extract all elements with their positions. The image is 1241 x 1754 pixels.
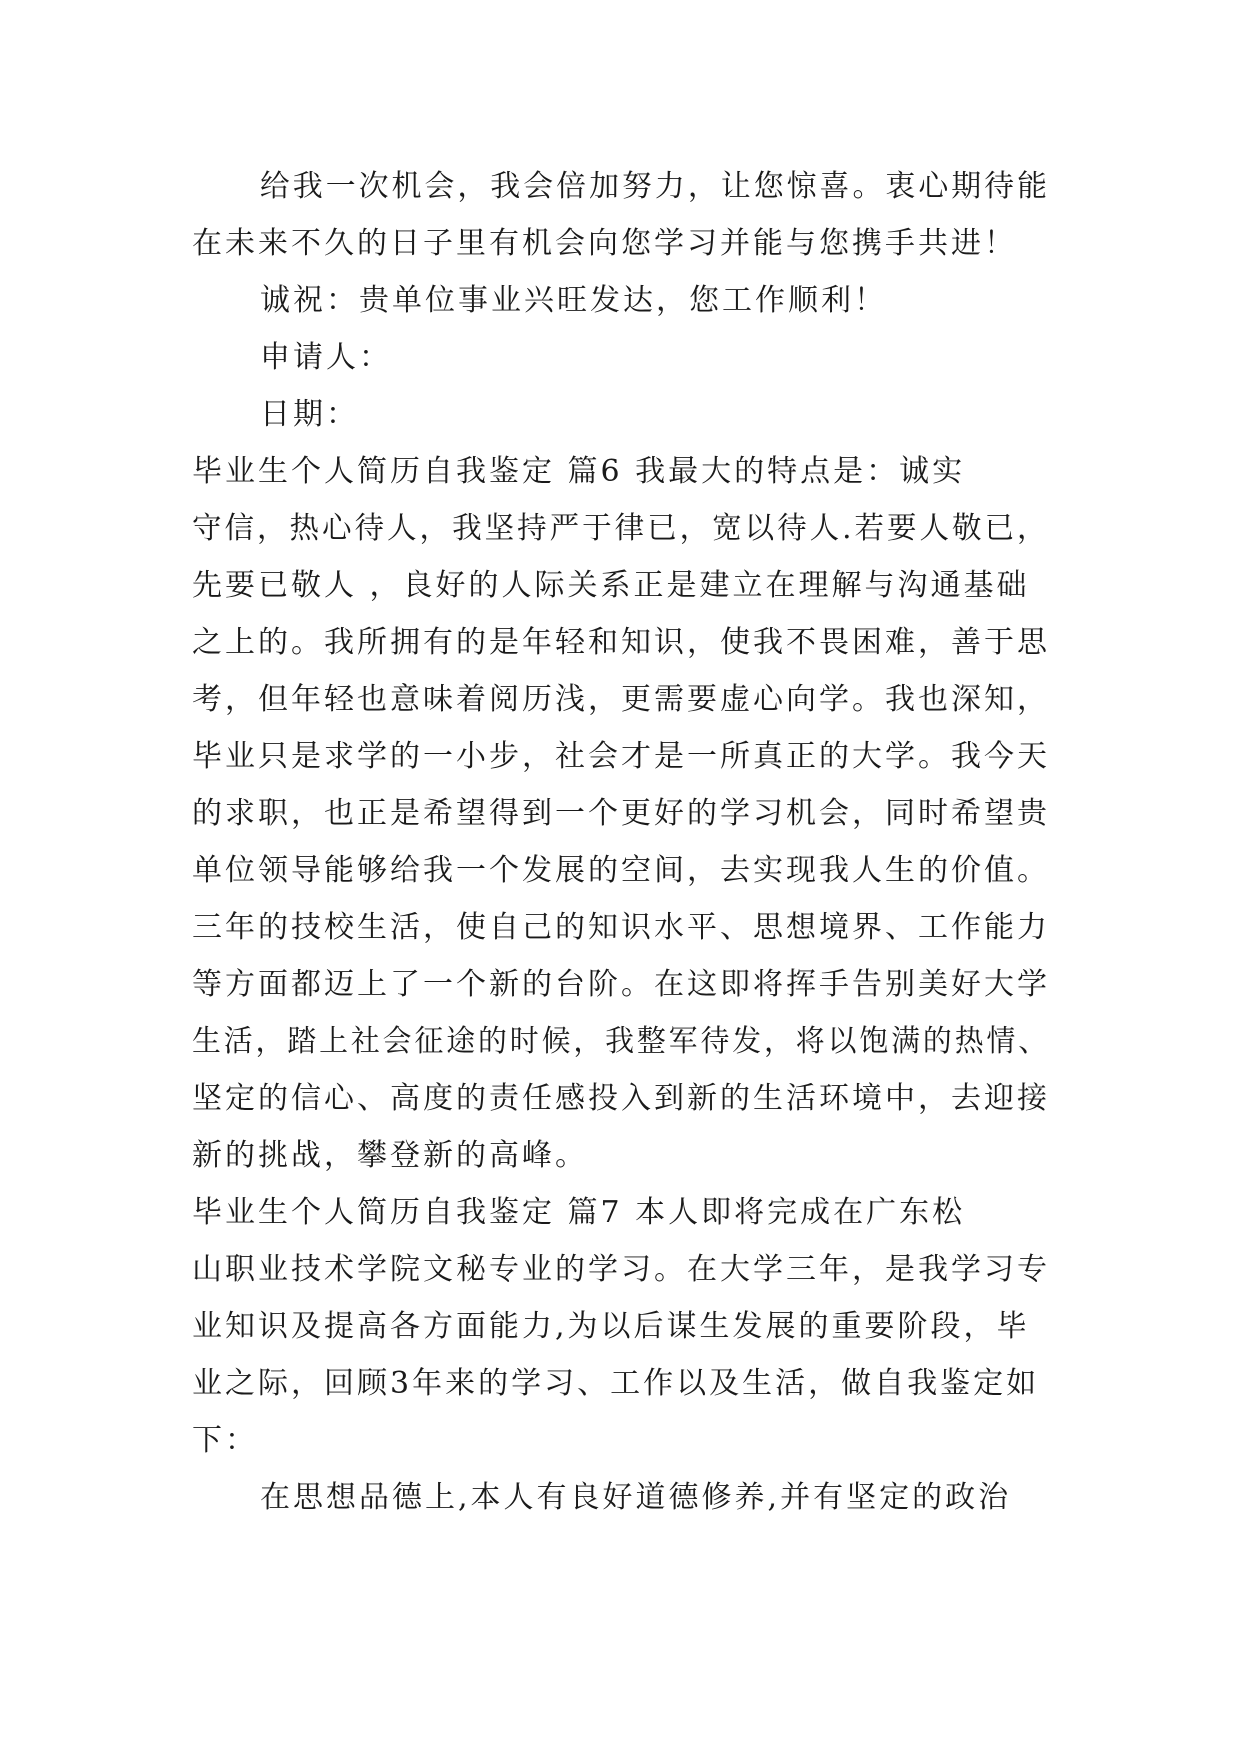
text-line: 毕业生个人简历自我鉴定 篇7 本人即将完成在广东松 <box>192 1195 966 1230</box>
text-line: 给我一次机会，我会倍加努力，让您惊喜。衷心期待能 <box>259 169 1051 204</box>
text-line: 山职业技术学院文秘专业的学习。在大学三年，是我学习专 <box>192 1252 1050 1287</box>
text-line: 守信，热心待人，我坚持严于律已，宽以待人.若要人敬已， <box>192 511 1050 546</box>
text-line: 三年的技校生活，使自己的知识水平、思想境界、工作能力 <box>192 910 1050 945</box>
text-line: 业之际，回顾3年来的学习、工作以及生活，做自我鉴定如 <box>192 1366 1040 1401</box>
text-line: 单位领导能够给我一个发展的空间，去实现我人生的价值。 <box>192 853 1050 888</box>
text-line: 在思想品德上,本人有良好道德修养,并有坚定的政治 <box>260 1480 1012 1515</box>
text-line: 先要已敬人 ，良好的人际关系正是建立在理解与沟通基础 <box>192 568 1030 603</box>
text-line: 下： <box>192 1423 258 1458</box>
text-line: 生活，踏上社会征途的时候，我整军待发，将以饱满的热情、 <box>192 1024 1051 1059</box>
document-body <box>192 158 1050 1526</box>
text-line: 申请人： <box>260 340 392 375</box>
text-line: 业知识及提高各方面能力,为以后谋生发展的重要阶段，毕 <box>192 1309 1030 1344</box>
text-line: 的求职，也正是希望得到一个更好的学习机会，同时希望贵 <box>192 796 1050 831</box>
text-line: 毕业生个人简历自我鉴定 篇6 我最大的特点是：诚实 <box>192 454 966 489</box>
text-line: 考，但年轻也意味着阅历浅，更需要虚心向学。我也深知， <box>192 682 1050 717</box>
text-line: 新的挑战，攀登新的高峰。 <box>192 1138 588 1173</box>
text-line: 等方面都迈上了一个新的台阶。在这即将挥手告别美好大学 <box>192 967 1050 1002</box>
text-line: 诚祝：贵单位事业兴旺发达，您工作顺利！ <box>260 283 887 318</box>
text-line: 在未来不久的日子里有机会向您学习并能与您携手共进！ <box>192 226 1017 261</box>
text-line: 坚定的信心、高度的责任感投入到新的生活环境中，去迎接 <box>192 1081 1050 1116</box>
text-line: 之上的。我所拥有的是年轻和知识，使我不畏困难，善于思 <box>192 625 1050 660</box>
text-line: 毕业只是求学的一小步，社会才是一所真正的大学。我今天 <box>192 739 1050 774</box>
text-line: 日期： <box>260 397 359 432</box>
